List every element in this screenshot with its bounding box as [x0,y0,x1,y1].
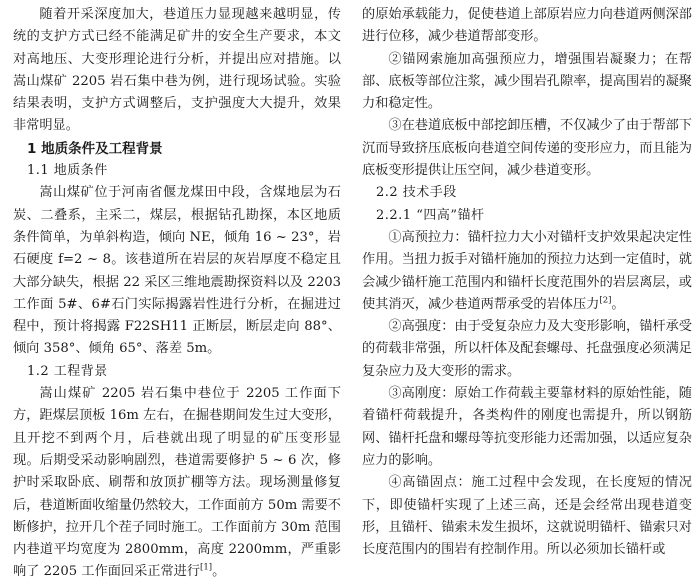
citation-2[interactable]: [2] [599,295,612,306]
continued-paragraph: 的原始承载能力，促使巷道上部原岩应力向巷道两侧深部进行位移，减少巷道帮部变形。 [362,7,692,45]
measure-item-2: ②锚网索施加高强预应力，增强围岩凝聚力；在帮部、底板等部位注浆，减少围岩孔隙率，提高围岩的凝聚力和稳定性。 [362,51,692,112]
citation-1[interactable]: [1] [200,563,213,574]
sentence-end: 。 [611,296,625,312]
subsection-2-2-1-heading: 2.2.1 “四高”锚杆 [376,207,485,223]
right-column [362,4,692,561]
engineering-background-paragraph [13,383,341,584]
measure-item-3: ③在巷道底板中部挖卸压槽，不仅减少了由于帮部下沉而导致挤压底板向巷道空间传递的变形应力，而且能为底板变形提供让压空间，减少巷道变形。 [362,118,692,179]
high-pretension-paragraph [362,227,692,316]
section-1-heading: 1 地质条件及工程背景 [27,140,163,157]
subsection-1-2-heading: 1.2 工程背景 [27,363,108,379]
subsection-1-1-heading: 1.1 地质条件 [27,163,108,179]
high-strength-paragraph: ②高强度：由于受复杂应力及大变形影响，锚杆承受的荷载非常强，所以杆体及配套螺母、托盘强度必须满足复杂应力及大变形的需求。 [362,319,692,379]
engineering-background-text: 嵩山煤矿 2205 岩石集中巷位于 2205 工作面下方，距煤层顶板 16m 左右，在掘巷期间发生过大变形，且开挖不到两个月，后巷就出现了明显的矿压变形显现。后期受采动影响剧烈，巷道需要修护 5 ~ 6 次，修护时采取卧底、刷帮和放顶扩棚等方法。现场测量修复后，巷道断面收缩量仍然较大，工作面前方 50m 需要不断修护，拉开几个茬子同时施工。工作面前方 30m 范围内巷道平均宽度为 2800mm，高度 2200mm，严重影响了 2205 工作面回采正常进行 [13,386,341,580]
high-stiffness-paragraph: ③高刚度：原始工作荷载主要靠材料的原始性能，随着锚杆荷载提升，各类构件的刚度也需提升，所以钢筋网、锚杆托盘和螺母等抗变形能力还需加强，以适应复杂应力的影响。 [362,386,692,468]
abstract-paragraph: 随着开采深度加大，巷道压力显现越来越明显，传统的支护方式已经不能满足矿井的安全生产要求，本文对高地压、大变形理论进行分析，并提出应对措施。以嵩山煤矿 2205 岩石集中巷为例，进行现场试验。实验结果表明，支护方式调整后，支护强度大大提升，效果非常明显。 [13,7,341,134]
high-pretension-text: ①高预拉力：锚杆拉力大小对锚杆支护效果起决定性作用。当扭力扳手对锚杆施加的预拉力达到一定值时，就会减少锚杆施工范围内和锚杆长度范围外的岩层离层，或使其消灭，减少巷道两帮承受的岩体压力 [362,229,692,312]
subsection-2-2-heading: 2.2 技术手段 [376,185,457,201]
sentence-end: 。 [212,564,226,580]
geology-paragraph: 嵩山煤矿位于河南省偃龙煤田中段，含煤地层为石炭、二叠系，主采二，煤层，根据钻孔勘探，本区地质条件简单，为单斜构造，倾向 NE，倾角 16 ~ 23°，岩石硬度 f=2 ~ 8。该巷道所在岩层的灰岩厚度不稳定且大部分缺失，根据 22 采区三维地震勘探资料以及 2203 工作面 5#、6#石门实际揭露岩性进行分析，在掘进过程中，预计将揭露 F22SH11 正断层，断层走向 88°、倾向 358°、倾角 65°、落差 5m。 [13,185,341,357]
left-column [13,4,341,584]
high-anchorage-paragraph: ④高锚固点：施工过程中会发现，在长度短的情况下，即使锚杆实现了上述三高，还是会经常出现巷道变形，且锚杆、锚索未发生损坏，这就说明锚杆、锚索只对长度范围内的围岩有控制作用。所以必须加长锚杆或 [362,475,692,558]
